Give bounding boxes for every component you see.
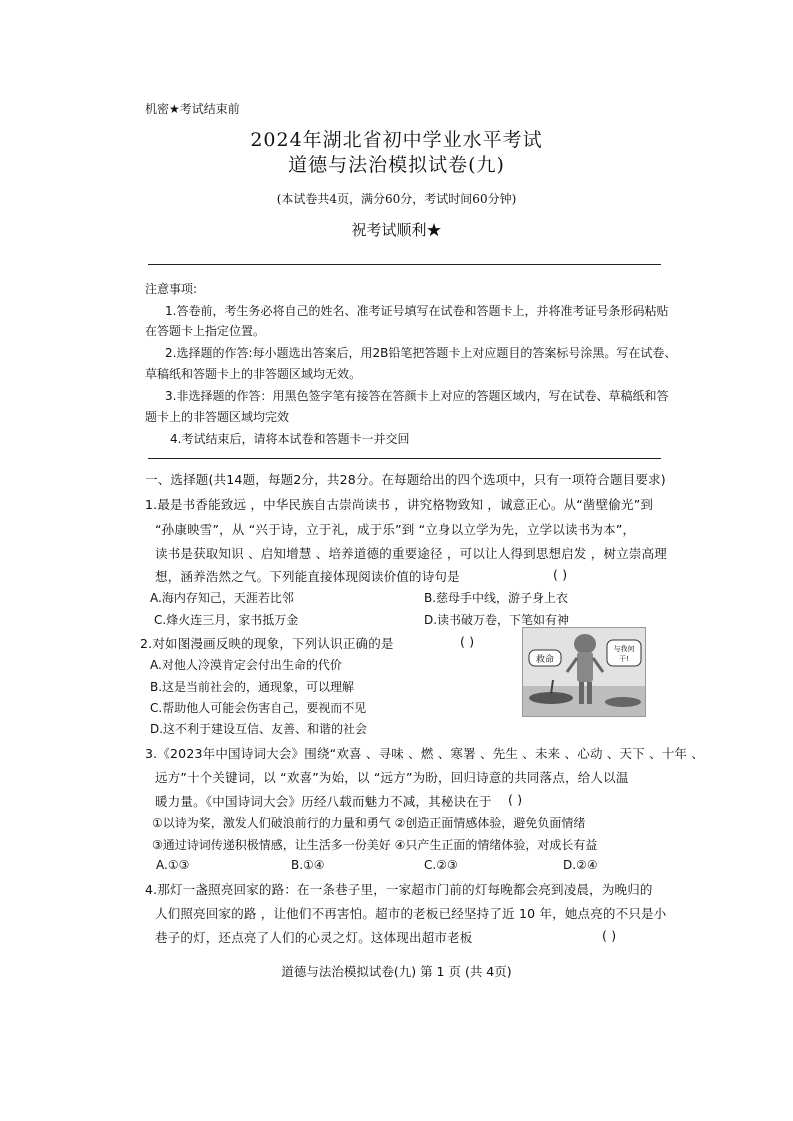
exam-subtitle: 道德与法治模拟试卷(九) xyxy=(288,154,505,176)
notice-item-3-cont: 题卡上的非答题区域均完效 xyxy=(145,410,290,424)
q2-answer-paren: ( ) xyxy=(460,634,475,649)
q2-stem: 2.对如图漫画反映的现象，下列认识正确的是 xyxy=(140,636,394,651)
cartoon-drawing xyxy=(523,628,645,716)
q1-line-2: “孙康映雪”，从 “兴于诗，立于礼，成于乐”到 “立身以立学为先，立学以读书为本”， xyxy=(155,522,636,537)
confidential-label: 机密★考试结束前 xyxy=(145,102,240,116)
bubble-left-text: 救命 xyxy=(535,655,555,665)
notice-item-1-cont: 在答题卡上指定位置。 xyxy=(145,324,266,338)
q2-option-b: B.这是当前社会的，通现象，可以理解 xyxy=(150,680,355,694)
q3-answer-paren: ( ) xyxy=(508,792,523,807)
q4-line-2: 人们照亮回家的路 ，让他们不再害怕。超市的老板已经坚持了近 10 年，她点亮的不只是小 xyxy=(155,906,667,921)
q3-line-1: 3.《2023年中国诗词大会》围绕“欢喜 、寻味 、燃 、寒署 、先生 、未来 、心动 、天下 、十年 、 xyxy=(145,746,705,761)
q1-option-c: C.烽火连三月，家书抵万金 xyxy=(154,613,299,627)
q3-statements-1: ①以诗为桨，激发人们破浪前行的力量和勇气 ②创造正面情感体验，避免负面情绪 xyxy=(152,816,586,830)
q1-answer-paren: ( ) xyxy=(553,567,568,582)
notice-item-4: 4.考试结束后，请将本试卷和答题卡一并交回 xyxy=(170,432,410,446)
q3-option-d: D.②④ xyxy=(563,858,598,872)
q2-option-d: D.这不利于建设互信、友善、和谐的社会 xyxy=(150,722,368,736)
notice-title: 注意事项: xyxy=(145,282,198,296)
section-heading: 一、选择题(共14题，每题2分，共28分。在每题给出的四个选项中，只有一项符合题目要求) xyxy=(145,472,666,487)
bubble-right-text-1: 与我何 xyxy=(613,645,635,653)
divider-top xyxy=(148,264,661,265)
notice-item-1: 1.答卷前，考生务必将自己的姓名、准考证号填写在试卷和答题卡上，并将准考证号条形码粘贴 xyxy=(165,304,669,318)
q4-answer-paren: ( ) xyxy=(602,928,617,943)
exam-title: 2024年湖北省初中学业水平考试 xyxy=(250,129,543,151)
q1-option-a: A.海内存知己，天涯若比邻 xyxy=(150,591,294,605)
cartoon-image xyxy=(522,627,646,717)
q3-line-3: 暖力量。《中国诗词大会》历经八载而魅力不减，其秘诀在于 xyxy=(155,794,492,809)
q4-line-3: 巷子的灯，还点亮了人们的心灵之灯。这体现出超市老板 xyxy=(155,930,473,945)
q3-statements-2: ③通过诗词传递积极情感，让生活多一份美好 ④只产生正面的情绪体验，对成长有益 xyxy=(152,838,598,852)
q1-option-b: B.慈母手中线，游子身上衣 xyxy=(424,591,569,605)
divider-bottom xyxy=(148,458,661,459)
page-footer: 道德与法治模拟试卷(九) 第 1 页 (共 4页) xyxy=(281,964,512,979)
notice-item-3: 3.非选择题的作答：用黑色签字笔有接答在答颜卡上对应的答题区域内，写在试卷、草稿纸和答 xyxy=(165,389,669,403)
q3-line-2: 远方”十个关键词，以 “欢喜”为始，以 “远方”为盼，回归诗意的共同落点，给人以温 xyxy=(155,770,629,785)
q1-line-4: 想，涵养浩然之气。下列能直接体现阅读价值的诗句是 xyxy=(155,569,460,584)
q1-line-3: 读书是获取知识 、启知增慧 、培养道德的重要途径 ，可以让人得到思想启发 ，树立崇高理 xyxy=(155,546,667,561)
q3-option-b: B.①④ xyxy=(291,858,325,872)
exam-info: (本试卷共4页，满分60分，考试时间60分钟) xyxy=(276,192,517,206)
good-luck-text: 祝考试顺利★ xyxy=(351,221,442,239)
notice-item-2-cont: 草稿纸和答题卡上的非答题区域均无效。 xyxy=(145,367,362,381)
q2-option-c: C.帮助他人可能会伤害自己，要视而不见 xyxy=(150,701,367,715)
q3-option-a: A.①③ xyxy=(156,858,190,872)
q1-line-1: 1.最是书香能致远 ，中华民族自古崇尚读书 ，讲究格物致知 ，诚意正心。从“凿壁偷光”到 xyxy=(145,497,654,512)
q2-option-a: A.对他人冷漠肯定会付出生命的代价 xyxy=(150,658,342,672)
q3-option-c: C.②③ xyxy=(424,858,458,872)
bubble-right-text-2: 干! xyxy=(619,655,629,663)
q1-option-d: D.读书破万卷，下笔如有神 xyxy=(424,613,570,627)
q4-line-1: 4.那灯一盏照亮回家的路：在一条巷子里，一家超市门前的灯每晚都会亮到凌晨，为晚归的 xyxy=(145,882,653,897)
notice-item-2: 2.选择题的作答:每小题选出答案后，用2B铅笔把答题卡上对应题目的答案标号涂黑。写在试卷、 xyxy=(165,346,677,360)
